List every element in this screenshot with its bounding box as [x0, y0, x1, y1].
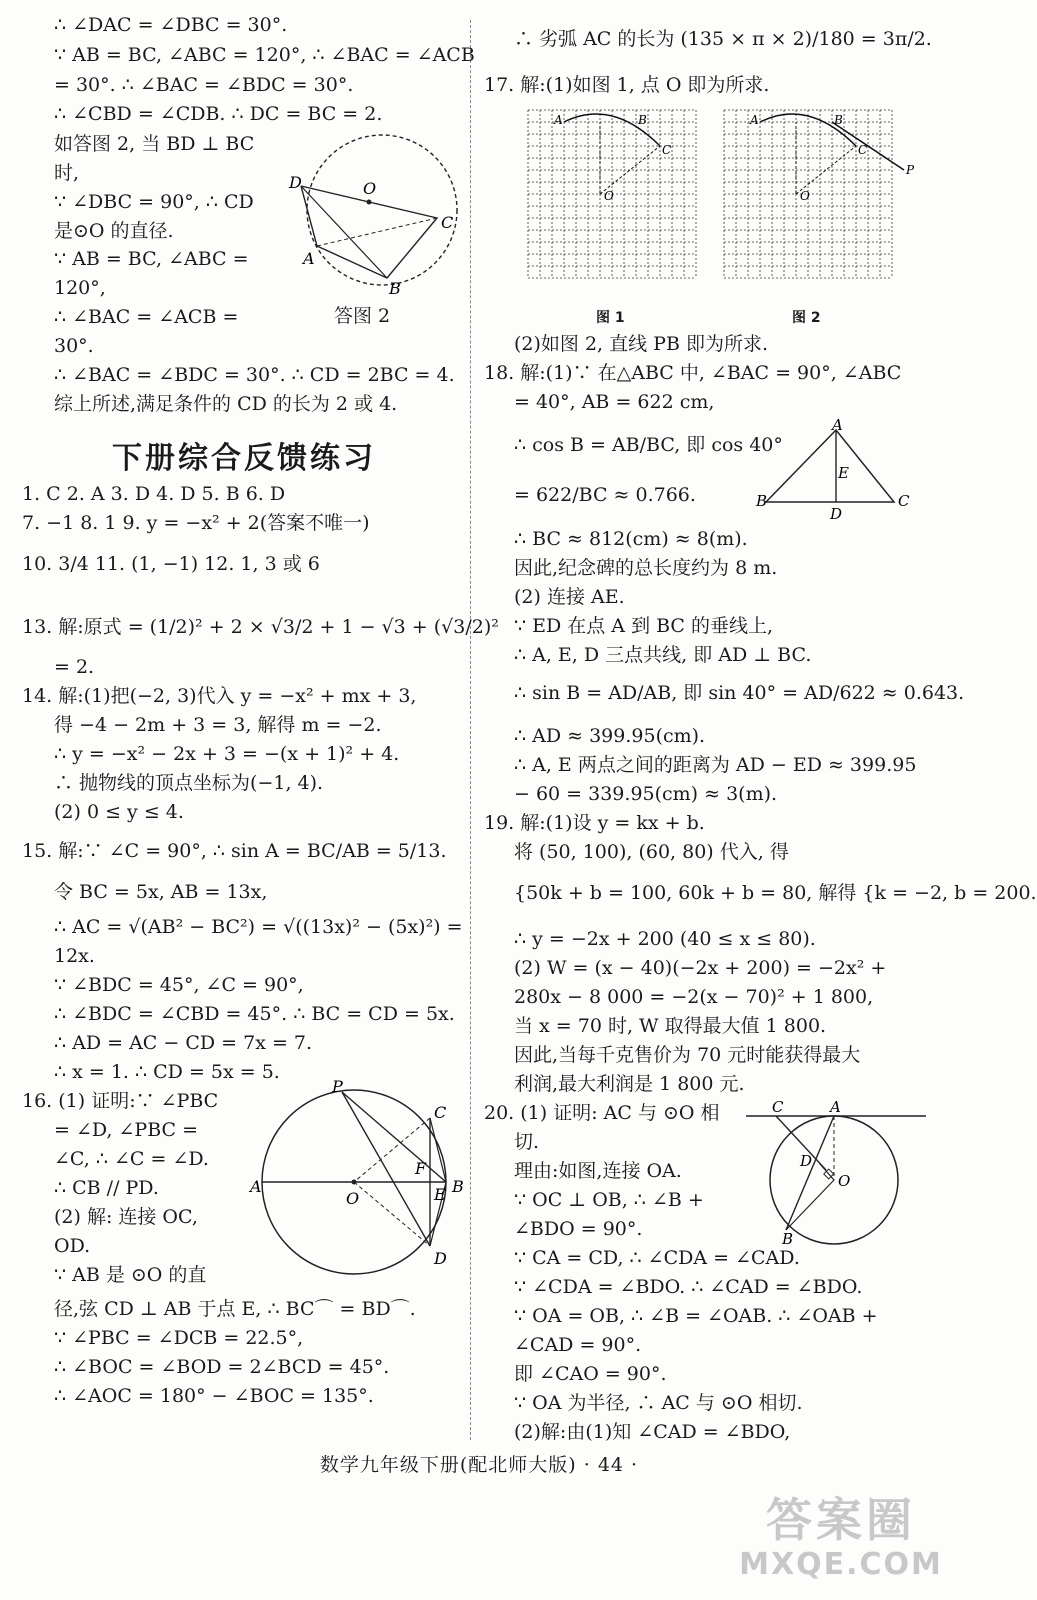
text-line: ∵ OA 为半径, ∴ AC 与 ⊙O 相切.	[514, 1392, 803, 1414]
svg-text:B: B	[756, 492, 768, 510]
text-line: 即 ∠CAO = 90°.	[514, 1363, 667, 1385]
q17-figure-1	[522, 104, 702, 294]
text-line: ∴ 劣弧 AC 的长为 (135 × π × 2)/180 = 3π/2.	[514, 28, 932, 50]
svg-text:P: P	[332, 1077, 343, 1096]
page-footer: 数学九年级下册(配北师大版) · 44 ·	[319, 1454, 639, 1476]
q17-figure-1-caption: 图 1	[596, 310, 625, 326]
svg-text:D: D	[830, 505, 843, 523]
svg-text:C: C	[898, 492, 910, 510]
text-line: ∠BDO = 90°.	[514, 1218, 643, 1240]
q17-figure-2-caption: 图 2	[792, 310, 821, 326]
text-line: 20. (1) 证明: AC 与 ⊙O 相	[484, 1102, 720, 1124]
q17-figure-2	[718, 104, 915, 294]
text-line: ∠CAD = 90°.	[514, 1334, 642, 1356]
text-line: 19. 解:(1)设 y = kx + b.	[484, 812, 705, 834]
text-line: 将 (50, 100), (60, 80) 代入, 得	[514, 841, 789, 863]
text-line: ∴ AD ≈ 399.95(cm).	[514, 725, 706, 747]
answer-figure-2-caption: 答图 2	[334, 305, 391, 327]
text-line: 18. 解:(1)∵ 在△ABC 中, ∠BAC = 90°, ∠ABC	[484, 362, 902, 384]
point-label: O	[800, 189, 810, 203]
answer-line: 16. (1) 证明:∵ ∠PBC	[22, 1090, 219, 1112]
answer-line: 令 BC = 5x, AB = 13x,	[54, 881, 268, 903]
text-line: ∴ A, E 两点之间的距离为 AD − ED ≈ 399.95	[514, 754, 917, 776]
point-label: C	[662, 143, 672, 157]
text-line: ∴ ∠DAC = ∠DBC = 30°.	[54, 14, 288, 36]
text-line: = 30°. ∴ ∠BAC = ∠BDC = 30°.	[54, 74, 354, 96]
text-line: ∵ CA = CD, ∴ ∠CDA = ∠CAD.	[514, 1247, 800, 1269]
text-line: ∴ ∠BAC = ∠BDC = 30°. ∴ CD = 2BC = 4.	[54, 364, 455, 386]
text-line: ∴ sin B = AD/AB, 即 sin 40° = AD/622 ≈ 0.643.	[514, 682, 965, 704]
answer-line: ∵ AB 是 ⊙O 的直	[54, 1264, 207, 1286]
answer-line: 15. 解:∵ ∠C = 90°, ∴ sin A = BC/AB = 5/13.	[22, 840, 447, 862]
answer-line: ∴ ∠BOC = ∠BOD = 2∠BCD = 45°.	[54, 1356, 390, 1378]
watermark-bottom: MXQE.COM	[739, 1547, 943, 1582]
answer-line: 1. C 2. A 3. D 4. D 5. B 6. D	[22, 483, 286, 505]
svg-text:A: A	[303, 249, 315, 268]
point-label: B	[638, 113, 647, 127]
text-line: ∴ cos B = AB/BC, 即 cos 40°	[514, 434, 783, 456]
svg-text:F: F	[415, 1159, 427, 1178]
text-line: − 60 = 339.95(cm) ≈ 3(m).	[514, 783, 778, 805]
text-line: 如答图 2, 当 BD ⊥ BC	[54, 133, 255, 155]
text-line: ∵ OC ⊥ OB, ∴ ∠B +	[514, 1189, 704, 1211]
svg-text:E: E	[838, 464, 849, 482]
text-line: 时,	[54, 162, 80, 184]
svg-text:C: C	[441, 213, 454, 232]
svg-text:O: O	[346, 1189, 360, 1208]
text-line: ∵ ∠CDA = ∠BDO. ∴ ∠CAD = ∠BDO.	[514, 1276, 863, 1298]
svg-text:D: D	[289, 173, 302, 192]
svg-text:B: B	[389, 279, 401, 298]
text-line: 理由:如图,连接 OA.	[514, 1160, 682, 1182]
watermark-logo	[736, 1492, 946, 1592]
text-line: = 40°, AB = 622 cm,	[514, 391, 715, 413]
text-line: 利润,最大利润是 1 800 元.	[514, 1073, 745, 1095]
section-title: 下册综合反馈练习	[112, 441, 376, 476]
text-line: ∵ ED 在点 A 到 BC 的垂线上,	[514, 615, 774, 637]
answer-line: ∴ CB // PD.	[54, 1177, 159, 1199]
text-line: 17. 解:(1)如图 1, 点 O 即为所求.	[484, 74, 770, 96]
svg-text:B: B	[452, 1177, 464, 1196]
text-line: {50k + b = 100, 60k + b = 80, 解得 {k = −2, b = 200.	[514, 882, 1037, 904]
text-line: (2) 连接 AE.	[514, 586, 625, 608]
svg-text:E: E	[434, 1185, 446, 1204]
text-line: (2) W = (x − 40)(−2x + 200) = −2x² +	[514, 957, 887, 979]
text-line: 切.	[514, 1131, 540, 1153]
point-label: O	[604, 189, 614, 203]
text-line: ∴ y = −2x + 200 (40 ≤ x ≤ 80).	[514, 928, 816, 950]
svg-text:C: C	[434, 1103, 447, 1122]
answer-line: ∴ AD = AC − CD = 7x = 7.	[54, 1032, 313, 1054]
answer-line: 7. −1 8. 1 9. y = −x² + 2(答案不唯一)	[22, 512, 370, 534]
text-line: 因此,当每千克售价为 70 元时能获得最大	[514, 1044, 861, 1066]
answer-line: 12x.	[54, 945, 95, 967]
q18-triangle-figure	[756, 418, 936, 522]
text-line: (2)解:由(1)知 ∠CAD = ∠BDO,	[514, 1421, 791, 1443]
text-line: ∴ A, E, D 三点共线, 即 AD ⊥ BC.	[514, 644, 812, 666]
answer-line: ∴ AC = √(AB² − BC²) = √((13x)² − (5x)²) =	[54, 916, 463, 938]
answer-line: ∴ y = −x² − 2x + 3 = −(x + 1)² + 4.	[54, 743, 400, 765]
text-line: 120°,	[54, 277, 106, 299]
answer-line: 10. 3/4 11. (1, −1) 12. 1, 3 或 6	[22, 553, 320, 575]
watermark-top: 答案圈	[766, 1493, 916, 1547]
answer-line: 径,弦 CD ⊥ AB 于点 E, ∴ BC⌒ = BD⌒.	[54, 1298, 416, 1320]
svg-text:A: A	[832, 416, 843, 434]
point-label: P	[906, 163, 915, 177]
answer-line: ∴ x = 1. ∴ CD = 5x = 5.	[54, 1061, 280, 1083]
answer-line: ∵ ∠BDC = 45°, ∠C = 90°,	[54, 974, 304, 996]
answer-line: ∴ ∠AOC = 180° − ∠BOC = 135°.	[54, 1385, 374, 1407]
answer-line: ∵ ∠PBC = ∠DCB = 22.5°,	[54, 1327, 304, 1349]
text-line: 因此,纪念碑的总长度约为 8 m.	[514, 557, 778, 579]
svg-text:B: B	[782, 1230, 794, 1248]
text-line: ∵ AB = BC, ∠ABC =	[54, 248, 249, 270]
q20-figure	[746, 1094, 936, 1248]
text-line: ∴ BC ≈ 812(cm) ≈ 8(m).	[514, 528, 748, 550]
answer-line: 14. 解:(1)把(−2, 3)代入 y = −x² + mx + 3,	[22, 685, 417, 707]
point-label: A	[554, 113, 563, 127]
point-label: B	[834, 113, 843, 127]
text-line: ∴ ∠BAC = ∠ACB =	[54, 306, 239, 328]
svg-text:A: A	[250, 1177, 262, 1196]
svg-text:A: A	[830, 1098, 841, 1116]
text-line: 当 x = 70 时, W 取得最大值 1 800.	[514, 1015, 827, 1037]
answer-line: = 2.	[54, 656, 95, 678]
point-label: A	[750, 113, 759, 127]
text-line: ∵ AB = BC, ∠ABC = 120°, ∴ ∠BAC = ∠ACB	[54, 44, 475, 66]
text-line: ∵ OA = OB, ∴ ∠B = ∠OAB. ∴ ∠OAB +	[514, 1305, 878, 1327]
text-line: = 622/BC ≈ 0.766.	[514, 484, 696, 506]
answer-line: 13. 解:原式 = (1/2)² + 2 × √3/2 + 1 − √3 + (√3/2)²	[22, 616, 499, 638]
svg-text:D: D	[434, 1249, 447, 1268]
answer-line: = ∠D, ∠PBC =	[54, 1119, 199, 1141]
answer-line: ∴ ∠BDC = ∠CBD = 45°. ∴ BC = CD = 5x.	[54, 1003, 455, 1025]
svg-text:O: O	[838, 1172, 851, 1190]
answer-line: 得 −4 − 2m + 3 = 3, 解得 m = −2.	[54, 714, 382, 736]
q16-figure	[250, 1077, 476, 1282]
text-line: 280x − 8 000 = −2(x − 70)² + 1 800,	[514, 986, 874, 1008]
svg-text:C: C	[772, 1098, 784, 1116]
text-line: ∴ ∠CBD = ∠CDB. ∴ DC = BC = 2.	[54, 103, 383, 125]
svg-text:O: O	[363, 179, 377, 198]
text-line: 是⊙O 的直径.	[54, 220, 174, 242]
answer-line: (2) 解: 连接 OC,	[54, 1206, 198, 1228]
answer-line: (2) 0 ≤ y ≤ 4.	[54, 801, 184, 823]
text-line: 30°.	[54, 335, 94, 357]
answer-line: ∠C, ∴ ∠C = ∠D.	[54, 1148, 209, 1170]
text-line: (2)如图 2, 直线 PB 即为所求.	[514, 333, 768, 355]
answer-line: OD.	[54, 1235, 91, 1257]
answer-line: ∴ 抛物线的顶点坐标为(−1, 4).	[54, 772, 324, 794]
svg-text:D: D	[800, 1152, 813, 1170]
text-line: ∵ ∠DBC = 90°, ∴ CD	[54, 191, 254, 213]
point-label: C	[858, 143, 868, 157]
text-line: 综上所述,满足条件的 CD 的长为 2 或 4.	[54, 393, 398, 415]
answer-figure-2	[287, 128, 477, 298]
